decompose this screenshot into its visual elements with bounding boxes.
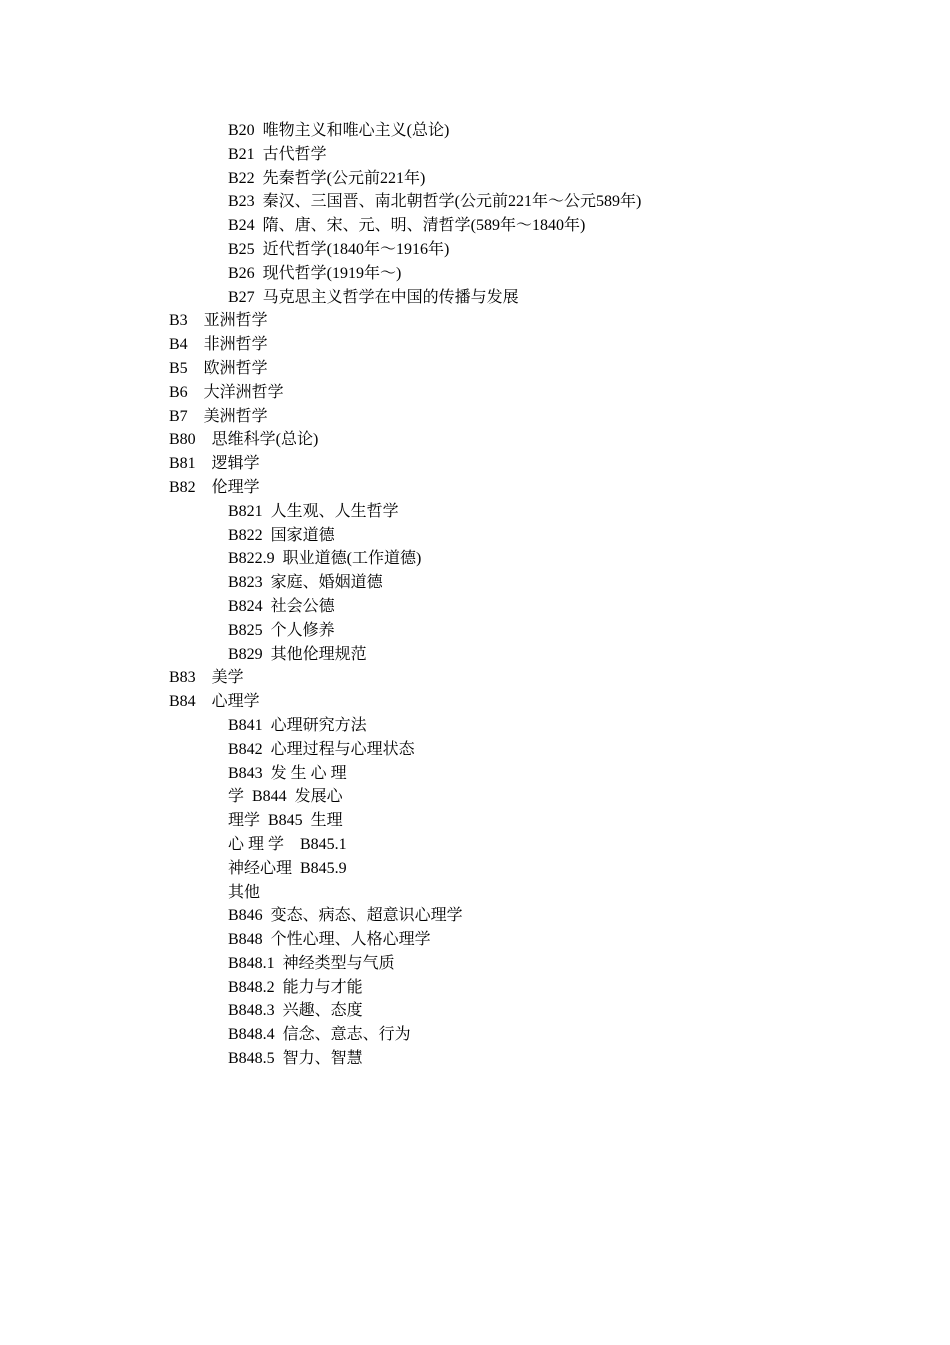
classification-heading: B4 非洲哲学: [169, 336, 268, 354]
classification-entry: B24 隋、唐、宋、元、明、清哲学(589年～1840年): [228, 217, 586, 235]
classification-entry: 心 理 学 B845.1: [228, 835, 347, 853]
classification-entry: 学 B844 发展心: [228, 788, 343, 806]
classification-entry: B23 秦汉、三国晋、南北朝哲学(公元前221年～公元589年): [228, 193, 642, 211]
classification-entry: B27 马克思主义哲学在中国的传播与发展: [228, 288, 519, 306]
classification-entry: 神经心理 B845.9: [228, 859, 347, 877]
classification-entry: B26 现代哲学(1919年～): [228, 264, 402, 282]
classification-heading: B82 伦理学: [169, 478, 260, 496]
classification-entry: B21 古代哲学: [228, 145, 327, 163]
classification-entry: B823 家庭、婚姻道德: [228, 574, 383, 592]
classification-entry: B822 国家道德: [228, 526, 335, 544]
classification-heading: B3 亚洲哲学: [169, 312, 268, 330]
classification-entry: B848 个性心理、人格心理学: [228, 931, 431, 949]
classification-entry: 理学 B845 生理: [228, 812, 343, 830]
classification-entry: B829 其他伦理规范: [228, 645, 367, 663]
classification-entry: B848.3 兴趣、态度: [228, 1002, 363, 1020]
classification-entry: B848.5 智力、智慧: [228, 1050, 363, 1068]
classification-entry: B841 心理研究方法: [228, 716, 367, 734]
document-page: [0, 119, 950, 1071]
classification-entry: 其他: [228, 883, 261, 901]
classification-entry: B825 个人修养: [228, 621, 335, 639]
classification-entry: B22 先秦哲学(公元前221年): [228, 169, 426, 187]
classification-heading: B84 心理学: [169, 693, 260, 711]
classification-heading: B81 逻辑学: [169, 455, 260, 473]
classification-heading: B6 大洋洲哲学: [169, 383, 284, 401]
classification-entry: B848.4 信念、意志、行为: [228, 1026, 411, 1044]
classification-heading: B80 思维科学(总论): [169, 431, 319, 449]
classification-heading: B7 美洲哲学: [169, 407, 268, 425]
classification-heading: B83 美学: [169, 669, 244, 687]
classification-entry: B848.2 能力与才能: [228, 978, 363, 996]
classification-entry: B842 心理过程与心理状态: [228, 740, 415, 758]
classification-entry: B848.1 神经类型与气质: [228, 954, 395, 972]
classification-entry: B824 社会公德: [228, 597, 335, 615]
classification-entry: B846 变态、病态、超意识心理学: [228, 907, 463, 925]
classification-entry: B20 唯物主义和唯心主义(总论): [228, 122, 450, 139]
classification-entry: B822.9 职业道德(工作道德): [228, 550, 422, 568]
classification-entry: B821 人生观、人生哲学: [228, 502, 399, 520]
classification-heading: B5 欧洲哲学: [169, 359, 268, 377]
classification-entry: B25 近代哲学(1840年～1916年): [228, 240, 450, 258]
classification-entry: B843 发 生 心 理: [228, 764, 347, 782]
